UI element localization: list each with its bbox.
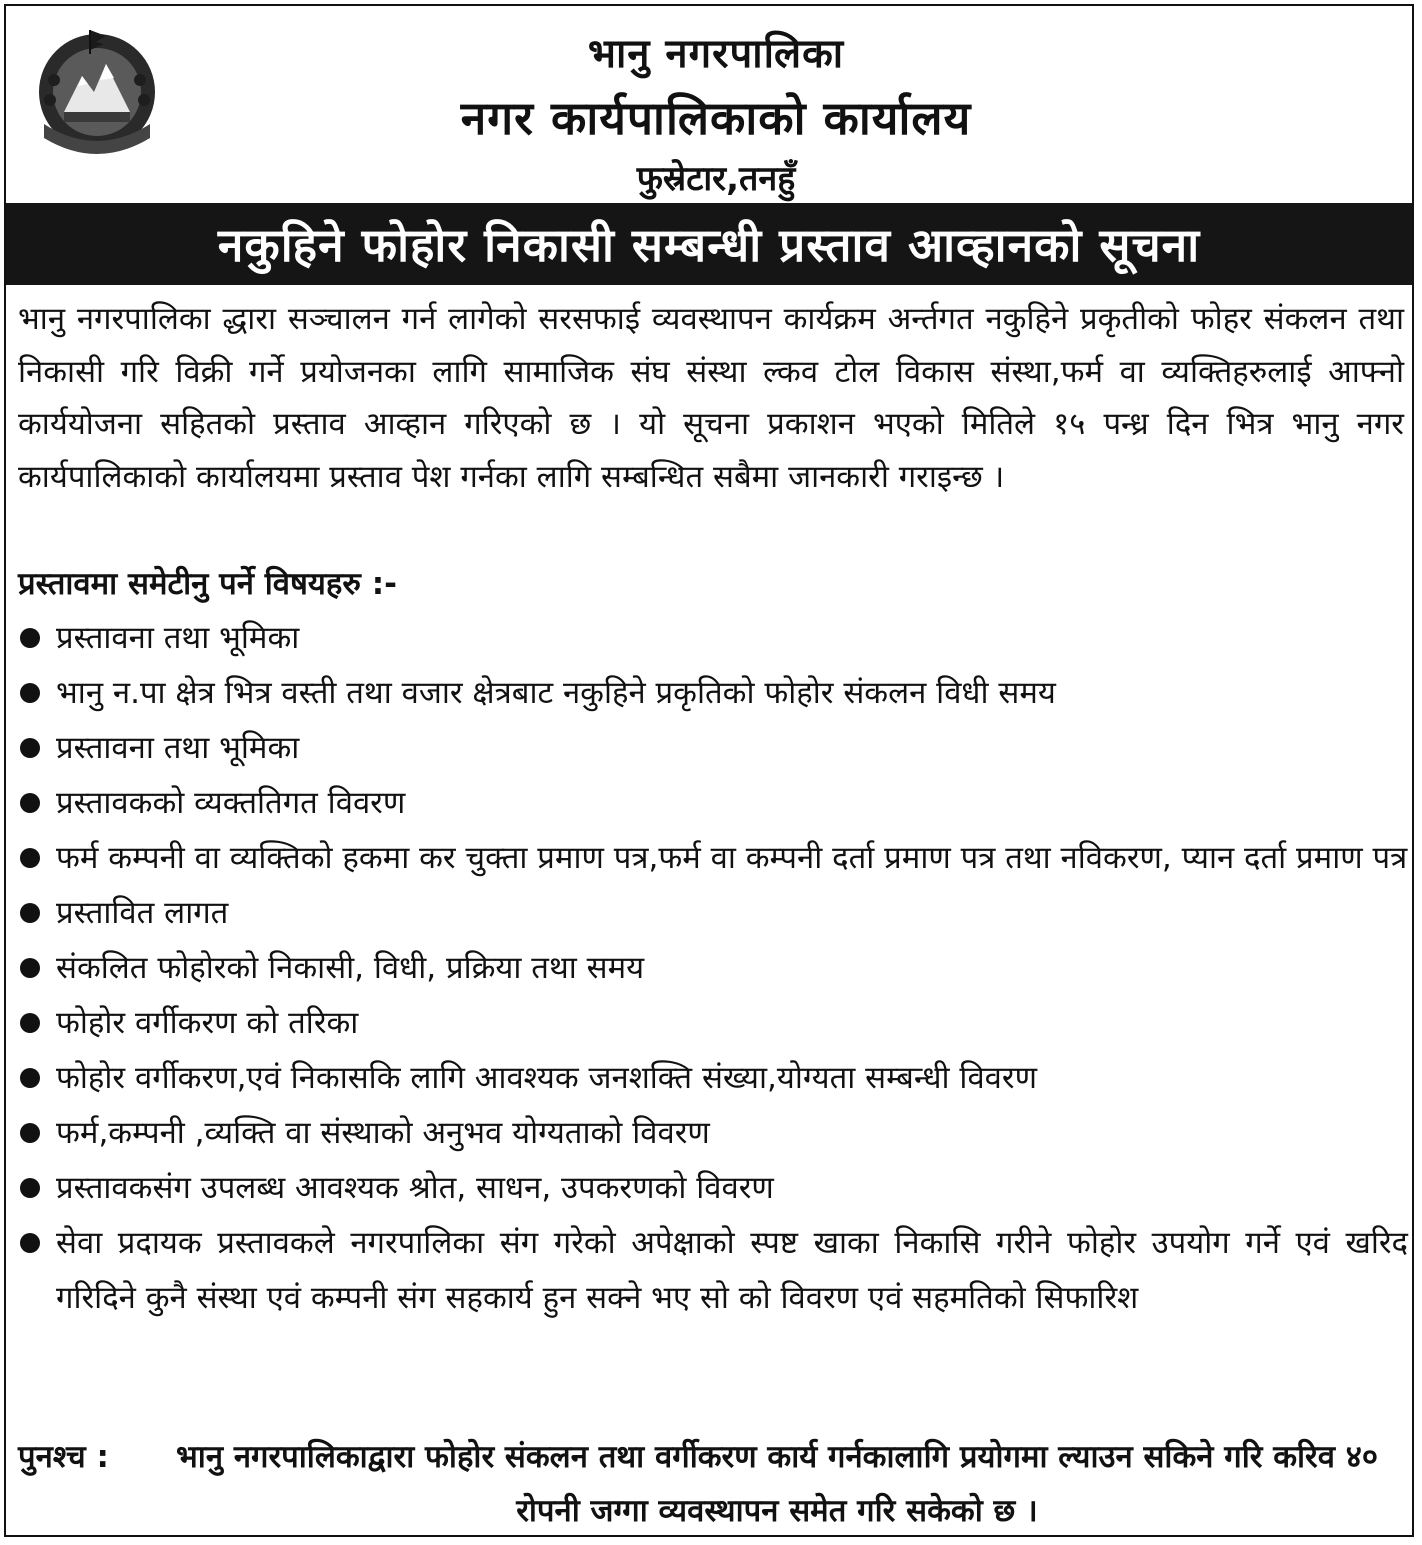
bullet-icon [20, 903, 40, 923]
postscript-text: भानु नगरपालिकाद्वारा फोहोर संकलन तथा वर्गीकरण कार्य गर्नकालागि प्रयोगमा ल्याउन सकिने गरि करिव ४० रोपनी जग्गा व्यवस्थापन समेत गरि सकेको छ । [176, 1439, 1378, 1529]
list-item [18, 721, 1408, 776]
bullet-icon [20, 628, 40, 648]
list-item-text: प्रस्तावना तथा भूमिका [56, 620, 300, 656]
bullet-icon [20, 1233, 40, 1253]
list-item-text: सेवा प्रदायक प्रस्तावकले नगरपालिका संग गरेको अपेक्षाको स्पष्ट खाका निकासि गरीने फोहोर उपयोग गर्ने एवं खरिद गरिदिने कुनै संस्था एवं कम्पनी संग सहकार्य हुन सक्ने भए सो को विवरण एवं सहमतिको सिफारिश [56, 1225, 1408, 1316]
proposal-contents-list [18, 611, 1408, 1326]
notice-title: नकुहिने फोहोर निकासी सम्बन्धी प्रस्ताव आव्हानको सूचना [6, 203, 1412, 285]
notice-header [6, 6, 1412, 201]
list-item [18, 996, 1408, 1051]
list-item-text: भानु न.पा क्षेत्र भित्र वस्ती तथा वजार क्षेत्रबाट नकुहिने प्रकृतिको फोहोर संकलन विधी समय [56, 675, 1056, 711]
list-item [18, 611, 1408, 666]
bullet-icon [20, 738, 40, 758]
bullet-icon [20, 1123, 40, 1143]
bullet-icon [20, 958, 40, 978]
bullet-icon [20, 683, 40, 703]
bullet-icon [20, 848, 40, 868]
bullet-icon [20, 1068, 40, 1088]
list-item-text: फोहोर वर्गीकरण,एवं निकासकि लागि आवश्यक जनशक्ति संख्या,योग्यता सम्बन्धी विवरण [56, 1060, 1038, 1096]
postscript-label: पुनश्च : [18, 1439, 109, 1475]
list-item-text: फर्म,कम्पनी ,व्यक्ति वा संस्थाको अनुभव योग्यताको विवरण [56, 1115, 710, 1151]
proposal-contents-heading: प्रस्तावमा समेटीनु पर्ने विषयहरु :- [18, 566, 397, 602]
list-item-text: प्रस्तावकको व्यक्ततिगत विवरण [56, 785, 406, 821]
intro-paragraph: भानु नगरपालिका द्धारा सञ्चालन गर्न लागेको सरसफाई व्यवस्थापन कार्यक्रम अर्न्तगत नकुहिने प्रकृतीको फोहर संकलन तथा निकासी गरि विक्री गर्ने प्रयोजनका लागि सामाजिक संघ संस्था ल्कव टोल विकास संस्था,फर्म वा व्यक्तिहरुलाई आफ्नो कार्ययोजना सहितको प्रस्ताव आव्हान गरिएको छ । यो सूचना प्रकाशन भएको मितिले १५ पन्ध्र दिन भित्र भानु नगर कार्यपालिकाको कार्यालयमा प्रस्ताव पेश गर्नका लागि सम्बन्धित सबैमा जानकारी गराइन्छ । [18, 301, 1404, 495]
list-item [18, 1051, 1408, 1106]
bullet-icon [20, 1013, 40, 1033]
bullet-icon [20, 793, 40, 813]
list-item [18, 1216, 1408, 1326]
list-item-text: प्रस्तावित लागत [56, 895, 229, 931]
list-item [18, 1106, 1408, 1161]
office-name: नगर कार्यपालिकाको कार्यालय [460, 91, 972, 145]
municipality-name: भानु नगरपालिका [587, 31, 845, 77]
list-item-text: फोहोर वर्गीकरण को तरिका [56, 1005, 359, 1041]
list-item-text: संकलित फोहोरको निकासी, विधी, प्रक्रिया तथा समय [56, 950, 645, 986]
list-item [18, 941, 1408, 996]
list-item-text: प्रस्तावना तथा भूमिका [56, 730, 300, 766]
list-item [18, 776, 1408, 831]
list-item [18, 666, 1408, 721]
list-item-text: प्रस्तावकसंग उपलब्ध आवश्यक श्रोत, साधन, उपकरणको विवरण [56, 1170, 774, 1206]
list-item [18, 831, 1408, 886]
postscript [18, 1430, 1408, 1538]
list-item-text: फर्म कम्पनी वा व्यक्तिको हकमा कर चुक्ता प्रमाण पत्र,फर्म वा कम्पनी दर्ता प्रमाण पत्र तथा नविकरण, प्यान दर्ता प्रमाण पत्र [56, 840, 1408, 876]
list-item [18, 886, 1408, 941]
office-address: फुस्रेटार,तनहुँ [636, 159, 796, 199]
list-item [18, 1161, 1408, 1216]
bullet-icon [20, 1178, 40, 1198]
nepal-government-emblem-icon [24, 20, 170, 160]
